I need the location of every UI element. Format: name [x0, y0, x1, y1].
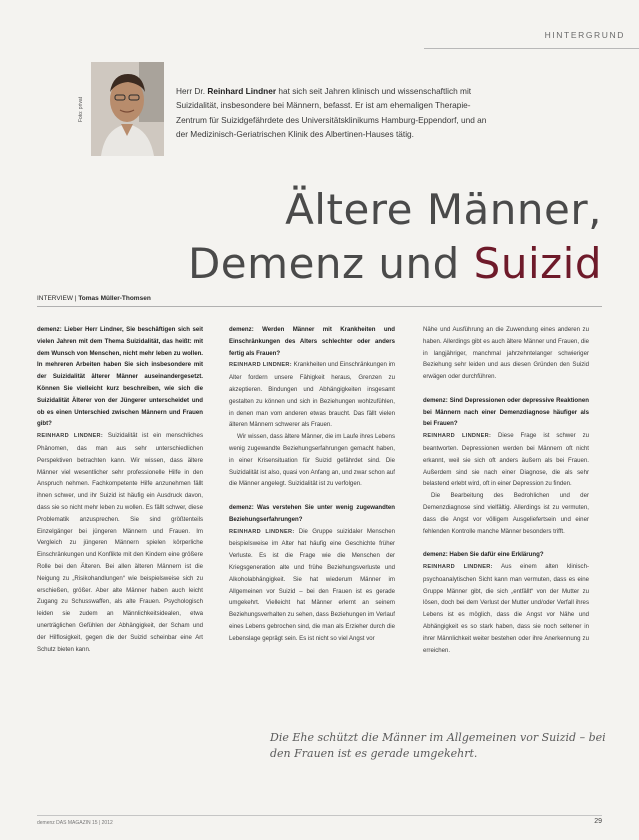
question: demenz: Sind Depressionen oder depressive Reaktionen bei Männern nach einer Demenzdiagnose häufiger als bei Frauen? — [423, 396, 589, 428]
answer — [229, 359, 395, 431]
title-line-2-pre: Demenz und — [187, 239, 474, 288]
speaker-label: REINHARD LINDNER: — [37, 433, 104, 440]
intro-pre: Herr Dr. — [176, 86, 208, 96]
footer-publication: demenz DAS MAGAZIN 15 | 2012 — [37, 820, 113, 826]
column-2 — [229, 324, 395, 645]
title-line-1: Ältere Männer, — [285, 185, 602, 234]
answer-paragraph: Wir wissen, dass ältere Männer, die im Laufe ihres Lebens wenig zugewandte Beziehungserfahrungen gemacht haben, in einer Krisensituation für Suizid gefährdet sind. Die Suizidalität ist also, quasi von Anfang an, und zwar schon auf die Männer angelegt. Suizidalität ist zu verfolgen. — [229, 433, 395, 488]
answer — [423, 561, 589, 656]
answer-text: Die Gruppe suizidaler Menschen beispielsweise im Alter hat häufig eine Geschichte früher Verluste. Es ist die Frage wie die Menschen der Kriegsgeneration alte und frühe Beziehungsverluste und Alkoholabhängigkeit. Sie hat wiederum Männer im Allgemeinen vor Suizid – bei den Frauen ist es gerade umgekehrt. Vielleicht hat Männer erlernt an seinem Beziehungsverhalten zu sehen, dass Beziehungen im Verlauf eines Lebens gebrochen sind, die man als Erzieher durch die Lebenslage geprägt sein. Es ist nicht so viel Angst vor — [229, 527, 395, 642]
answer — [229, 526, 395, 645]
question: demenz: Was verstehen Sie unter wenig zugewandten Beziehungserfahrungen? — [229, 503, 395, 523]
byline-separator: | — [73, 295, 79, 302]
pull-quote: Die Ehe schützt die Männer im Allgemeinen vor Suizid – bei den Frauen ist es gerade umgekehrt. — [270, 731, 606, 760]
byline — [37, 295, 151, 302]
answer-paragraph: Nähe und Ausführung an die Zuwendung eines anderen zu haben. Allerdings gibt es auch ältere Männer und Frauen, die in langjähriger, manchmal jahrzehntelanger schwieriger Beziehung sehr leiden und aus diesen Gründen den Suizid erwägen oder durchführen. — [423, 326, 589, 381]
speaker-label: REINHARD LINDNER: — [229, 362, 292, 369]
intro-text — [176, 84, 496, 141]
byline-author: Tomas Müller-Thomsen — [78, 295, 151, 302]
footer-rule — [37, 815, 602, 816]
answer-text: Aus einem alten klinisch-psychoanalytischen Sicht kann man vermuten, dass es eine Gruppe Männer gibt, die sich „entfällt“ von der Mutter zu lösen, doch bei dem Verlust der Mutter und/oder Verfall ihres Lebens ist es möglich, dass die Angst vor Nähe und Abhängigkeit es so stark haben, dass sie noch seltener in ihrer Männlichkeit weiter bestehen oder ihre Anerkennung zu erreichen. — [423, 562, 590, 654]
title-accent: Suizid — [473, 239, 602, 288]
question: demenz: Lieber Herr Lindner, Sie beschäftigen sich seit vielen Jahren mit dem Thema Suizidalität, das heißt: mit dem Wunsch von Menschen, nicht mehr leben zu wollen. In mehreren Arbeiten haben Sie sich insbesondere mit der Suizidalität älterer Männer auseinandergesetzt. Können Sie vielleicht kurz beschreiben, wie sich die Suizidalität Älterer von der Jüngerer unterscheidet und ob es einen Unterschied zwischen Männern und Frauen gibt? — [37, 326, 203, 428]
answer-text: Diese Frage ist schwer zu beantworten. Depressionen werden bei Männern oft nicht erkannt, weil sie sich oft anders äußern als bei Frauen. Außerdem sind sie nach einer Diagnose, die als sehr belastend erlebt wird, oft in einer Depression zu finden. — [423, 432, 590, 488]
byline-rule — [37, 306, 602, 307]
column-3 — [423, 324, 589, 656]
intro-name: Reinhard Lindner — [207, 86, 277, 96]
author-photo — [91, 62, 164, 156]
section-label: HINTERGRUND — [544, 30, 625, 40]
column-1 — [37, 324, 203, 655]
answer — [37, 430, 203, 655]
speaker-label: REINHARD LINDNER: — [423, 433, 492, 440]
header-rule — [424, 48, 639, 49]
page-number: 29 — [594, 818, 602, 825]
title-line-2 — [188, 237, 602, 291]
question: demenz: Werden Männer mit Krankheiten und Einschränkungen des Alters schlechter oder anders fertig als Frauen? — [229, 326, 395, 357]
intro-post: hat sich seit Jahren klinisch und wissenschaftlich mit Suizidalität, insbesondere bei Männern, befasst. Er ist am ehemaligen Therapie-Zentrum für Suizidgefährdete des Universitätsklinikums Hamburg-Eppendorf, und an der Medizinisch-Geriatrischen Klinik des Albertinen-Hauses tätig. — [176, 86, 487, 139]
answer-text: Suizidalität ist ein menschliches Phänomen, das man aus sehr unterschiedlichen Perspektiven betrachten kann. Wir wissen, dass ältere Männer viel wesentlicher sehr professionelle Hilfe in den Anspruch nehmen. Fachkompetente Hilfe anzunehmen fällt ihnen schwer, und ihr Suizid ist häufig ein Ausdruck davon, dass sie so nicht mehr leben zu wollen. Es fällt schwer, diese Problematik anzusprechen. Sie sind größtenteils Einzelgänger bei jüngeren Männern und Frauen. Im Vergleich zu jüngeren Männern spielen körperliche Einschränkungen und Konflikte mit den Kindern eine größere Rolle bei den Älteren. Bei allen älteren Männern ist die Neigung zu „Risikohandlungen“ wie beispielsweise sich zu erschießen, größer. Aber alte Männer haben auch leicht Zugang zu Schusswaffen, als alte Frauen. Psychologisch leiden sie zudem an Männlichkeitsidealen, etwa unerträglichen Gefühlen der Abhängigkeit, der Scham und der Hilflosigkeit, gegen die der Suizid scheinbar eine Art Schutz bieten kann. — [37, 432, 203, 653]
article-title — [188, 183, 602, 291]
photo-credit: Foto: privat — [78, 96, 84, 122]
answer — [423, 430, 589, 490]
speaker-label: REINHARD LINDNER: — [423, 563, 493, 570]
question: demenz: Haben Sie dafür eine Erklärung? — [423, 551, 544, 559]
speaker-label: REINHARD LINDNER: — [229, 528, 295, 535]
byline-label: INTERVIEW — [37, 295, 73, 302]
answer-paragraph: Die Bearbeitung des Bedrohlichen und der Demenzdiagnose sind vielfältig. Allerdings ist zu vermuten, dass die Angst vor völligem Ausgeliefertsein und einer fehlenden Kontrolle manche Männer besonders trifft. — [423, 492, 589, 535]
answer-text: Krankheiten und Einschränkungen im Alter fordern unsere Fähigkeit heraus, Grenzen zu akzeptieren. Bindungen und Abhängigkeiten insgesamt gestalten zu können und sich in Beziehungen wohlzufühlen, in denen man vom anderen etwas braucht. Das fällt vielen älteren Männern schwerer als Frauen. — [229, 361, 396, 429]
portrait-image — [91, 62, 164, 156]
